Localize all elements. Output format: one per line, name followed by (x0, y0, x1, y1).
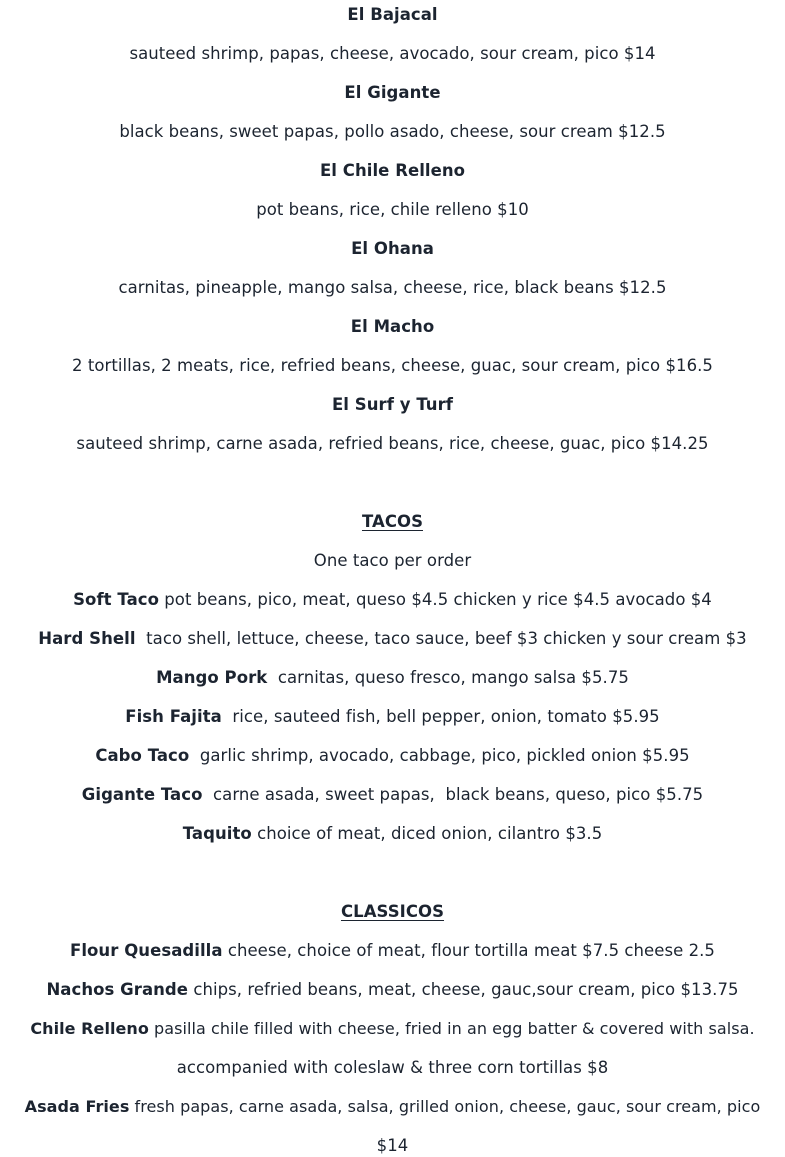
item-desc: carnitas, queso fresco, mango salsa $5.75 (267, 668, 629, 687)
menu-item-cabo-taco (0, 745, 785, 767)
item-name-el-surf-y-turf: El Surf y Turf (331, 395, 454, 414)
item-name: Fish Fajita (125, 707, 222, 726)
item-desc: pasilla chile filled with cheese, fried in an egg batter & covered with salsa. (148, 1019, 755, 1038)
item-desc-el-surf-y-turf: sauteed shrimp, carne asada, refried beans, rice, cheese, guac, pico $14.25 (76, 434, 709, 453)
item-name: Gigante Taco (81, 785, 203, 804)
item-name: Chile Relleno (30, 1019, 149, 1038)
item-name-el-gigante: El Gigante (344, 83, 441, 102)
item-desc-el-bajacal: sauteed shrimp, papas, cheese, avocado, sour cream, pico $14 (129, 44, 656, 63)
item-name: Flour Quesadilla (70, 941, 223, 960)
asada-fries-price-cutoff (0, 1129, 785, 1155)
section-heading-classicos: CLASSICOS (340, 902, 445, 921)
menu-item-taquito (0, 823, 785, 845)
item-desc: pot beans, pico, meat, queso $4.5 chicken y rice $4.5 avocado $4 (158, 590, 712, 609)
item-desc: carne asada, sweet papas, black beans, queso, pico $5.75 (202, 785, 704, 804)
menu-item-nachos-grande (0, 979, 785, 1001)
item-name: Asada Fries (24, 1097, 130, 1116)
item-name-el-macho: El Macho (350, 317, 435, 336)
item-desc-el-chile-relleno: pot beans, rice, chile relleno $10 (256, 200, 529, 219)
item-desc-el-ohana: carnitas, pineapple, mango salsa, cheese, rice, black beans $12.5 (118, 278, 667, 297)
menu-item-asada-fries (0, 1096, 785, 1118)
item-desc: choice of meat, diced onion, cilantro $3.5 (251, 824, 603, 843)
asada-fries-price: $14 (376, 1136, 409, 1155)
section-heading-tacos: TACOS (361, 512, 423, 531)
menu-item-chile-relleno (0, 1018, 785, 1040)
item-name: Mango Pork (156, 668, 268, 687)
item-desc: chips, refried beans, meat, cheese, gauc,sour cream, pico $13.75 (188, 980, 739, 999)
item-desc: fresh papas, carne asada, salsa, grilled onion, cheese, gauc, sour cream, pico (129, 1097, 761, 1116)
menu-item-hard-shell (0, 628, 785, 650)
item-desc: rice, sauteed fish, bell pepper, onion, tomato $5.95 (221, 707, 660, 726)
item-desc: garlic shrimp, avocado, cabbage, pico, pickled onion $5.95 (189, 746, 690, 765)
item-name-el-ohana: El Ohana (351, 239, 434, 258)
item-name: Soft Taco (73, 590, 159, 609)
menu-item-gigante-taco (0, 784, 785, 806)
chile-relleno-continuation: accompanied with coleslaw & three corn tortillas $8 (176, 1058, 609, 1077)
item-name-el-bajacal: El Bajacal (347, 5, 438, 24)
menu-item-fish-fajita (0, 706, 785, 728)
menu-item-flour-quesadilla (0, 940, 785, 962)
item-desc: cheese, choice of meat, flour tortilla meat $7.5 cheese 2.5 (222, 941, 715, 960)
menu-item-soft-taco (0, 589, 785, 611)
item-name: Hard Shell (38, 629, 136, 648)
item-name-el-chile-relleno: El Chile Relleno (319, 161, 466, 180)
tacos-note: One taco per order (313, 551, 472, 570)
menu-item-mango-pork (0, 667, 785, 689)
item-desc: taco shell, lettuce, cheese, taco sauce, beef $3 chicken y sour cream $3 (135, 629, 747, 648)
item-desc-el-macho: 2 tortillas, 2 meats, rice, refried beans, cheese, guac, sour cream, pico $16.5 (72, 356, 713, 375)
item-name: Nachos Grande (46, 980, 189, 999)
item-name: Taquito (182, 824, 252, 843)
item-name: Cabo Taco (95, 746, 190, 765)
item-desc-el-gigante: black beans, sweet papas, pollo asado, cheese, sour cream $12.5 (119, 122, 666, 141)
